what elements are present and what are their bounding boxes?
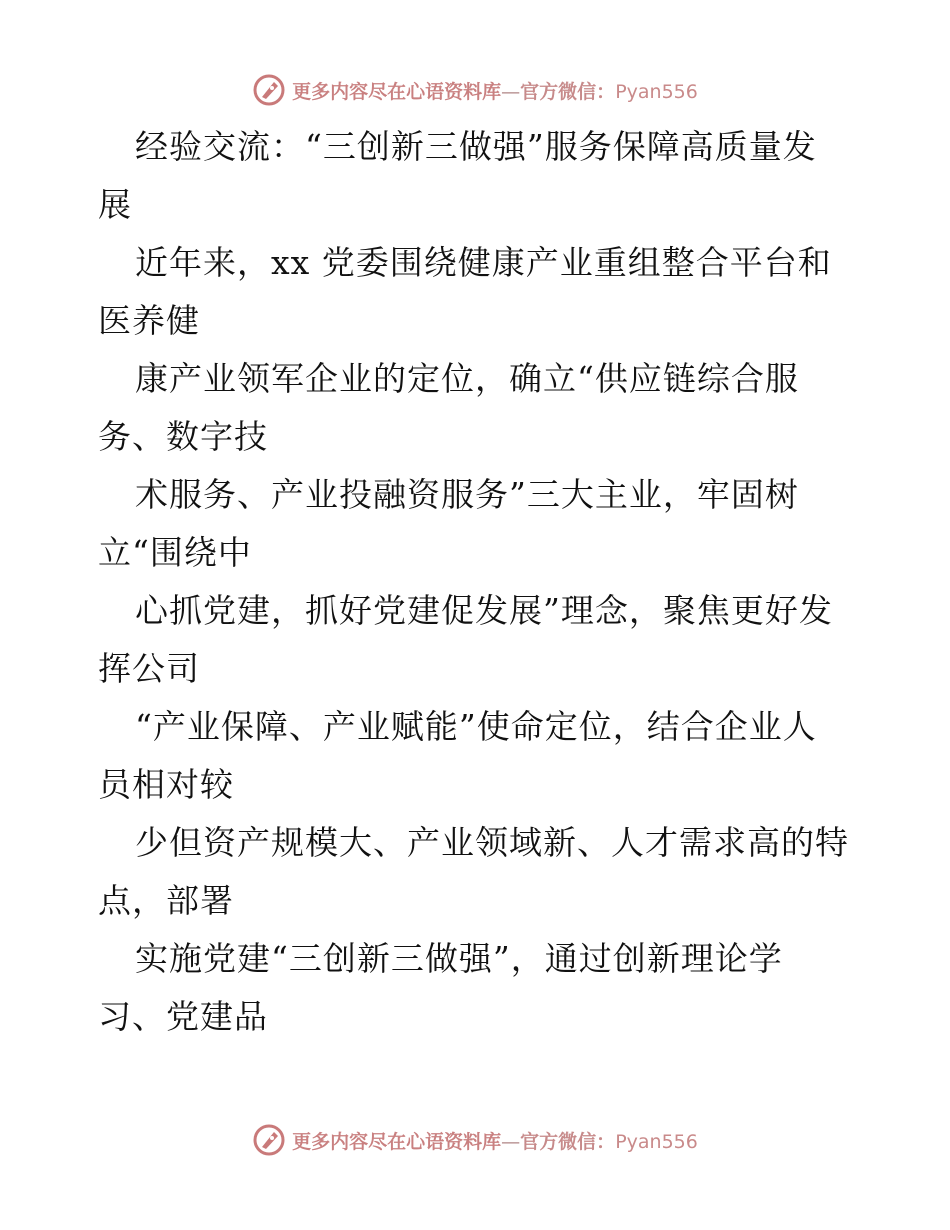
body-line: 习、党建品 [98, 997, 268, 1036]
body-line: 点，部署 [98, 881, 234, 920]
watermark-separator: — [501, 1130, 521, 1153]
footer-watermark [0, 1120, 950, 1160]
body-line: 医养健 [98, 301, 200, 340]
body-line: 心抓党建，抓好党建促发展”理念，聚焦更好发 [135, 591, 833, 630]
watermark-site-text: 更多内容尽在心语资料库 [292, 1130, 502, 1153]
body-line: 务、数字技 [98, 417, 268, 456]
watermark-text [292, 1127, 698, 1154]
body-line: 实施党建“三创新三做强”，通过创新理论学 [135, 939, 783, 978]
watermark-site-text: 更多内容尽在心语资料库 [292, 80, 502, 103]
body-line: 展 [98, 185, 132, 224]
watermark-wechat-id: Pyan556 [615, 80, 698, 103]
watermark-wechat-id: Pyan556 [615, 1130, 698, 1153]
document-body [98, 118, 858, 1046]
watermark-separator: — [501, 80, 521, 103]
watermark-wechat-label: 官方微信： [520, 80, 616, 103]
body-line: 康产业领军企业的定位，确立“供应链综合服 [135, 359, 799, 398]
body-line: 术服务、产业投融资服务”三大主业，牢固树 [135, 475, 799, 514]
body-line: “产业保障、产业赋能”使命定位，结合企业人 [135, 707, 817, 746]
watermark-text [292, 77, 698, 104]
header-watermark [0, 70, 950, 110]
body-line: 立“围绕中 [98, 533, 252, 572]
watermark-wechat-label: 官方微信： [520, 1130, 616, 1153]
body-line: 少但资产规模大、产业领域新、人才需求高的特 [135, 823, 849, 862]
body-line: 员相对较 [98, 765, 234, 804]
body-line: 挥公司 [98, 649, 200, 688]
body-line-title: 经验交流：“三创新三做强”服务保障高质量发 [135, 127, 817, 166]
body-line: 近年来，xx 党委围绕健康产业重组整合平台和 [135, 243, 832, 282]
pen-nib-logo-icon [252, 73, 286, 107]
pen-nib-logo-icon [252, 1123, 286, 1157]
